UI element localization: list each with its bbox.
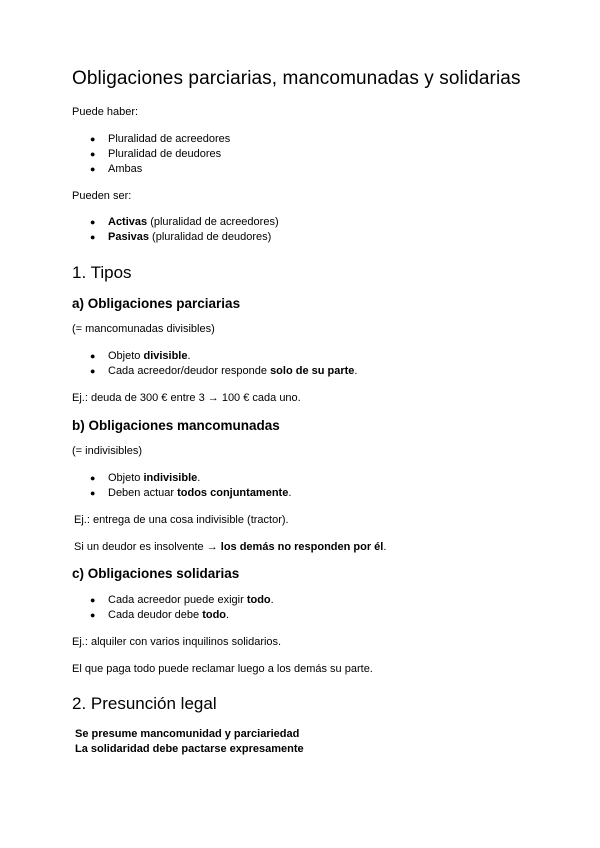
mancomunadas-example: Ej.: entrega de una cosa indivisible (tractor).: [74, 513, 289, 526]
tipos-list: [72, 215, 542, 245]
bullet-icon: ●: [90, 217, 96, 228]
subheading-parciarias: a) Obligaciones parciarias: [72, 295, 241, 311]
section-heading-tipos: 1. Tipos: [72, 263, 132, 283]
document-page: [72, 68, 542, 757]
bullet-icon: ●: [90, 350, 96, 361]
bullet-icon: ●: [90, 487, 96, 498]
pluralidad-list: [72, 132, 542, 177]
presuncion-line-2: La solidaridad debe pactarse expresamente: [75, 742, 304, 755]
bullet-icon: ●: [90, 609, 96, 620]
solidarias-reclaim: El que paga todo puede reclamar luego a los demás su parte.: [72, 662, 373, 675]
bullet-icon: ●: [90, 365, 96, 376]
subheading-mancomunadas: b) Obligaciones mancomunadas: [72, 417, 280, 433]
solidarias-list: [72, 593, 542, 623]
bullet-icon: ●: [90, 232, 96, 243]
bullet-icon: ●: [90, 133, 96, 144]
list-item: ● Pluralidad de acreedores: [90, 132, 231, 145]
bullet-icon: ●: [90, 594, 96, 605]
list-item: ● Deben actuar todos conjuntamente.: [90, 486, 292, 499]
list-item: ● Objeto indivisible.: [90, 471, 201, 484]
section-heading-presuncion: 2. Presunción legal: [72, 694, 217, 714]
list-item: ● Cada acreedor puede exigir todo.: [90, 593, 274, 606]
list-item: ● Cada acreedor/deudor responde solo de su parte.: [90, 364, 358, 377]
list-item: ● Ambas: [90, 162, 143, 175]
solidarias-example: Ej.: alquiler con varios inquilinos solidarios.: [72, 635, 282, 648]
list-item: ● Activas (pluralidad de acreedores): [90, 216, 279, 229]
intro-puede-haber: Puede haber:: [72, 105, 139, 118]
parciarias-example: Ej.: deuda de 300 € entre 3 → 100 € cada uno.: [72, 391, 301, 404]
list-item: ● Cada deudor debe todo.: [90, 608, 230, 621]
list-item: ● Pasivas (pluralidad de deudores): [90, 231, 272, 244]
list-item: ● Objeto divisible.: [90, 349, 191, 362]
parciarias-note: (= mancomunadas divisibles): [72, 323, 215, 336]
parciarias-list: [72, 349, 542, 379]
bullet-icon: ●: [90, 472, 96, 483]
intro-pueden-ser: Pueden ser:: [72, 189, 132, 202]
bullet-icon: ●: [90, 163, 96, 174]
presuncion-line-1: Se presume mancomunidad y parciariedad: [75, 727, 300, 740]
subheading-solidarias: c) Obligaciones solidarias: [72, 566, 240, 582]
list-item: ● Pluralidad de deudores: [90, 147, 222, 160]
mancomunadas-insolvent: Si un deudor es insolvente → los demás no responden por él.: [74, 540, 387, 553]
document-title: Obligaciones parciarias, mancomunadas y solidarias: [72, 68, 521, 89]
mancomunadas-list: [72, 471, 542, 501]
bullet-icon: ●: [90, 148, 96, 159]
mancomunadas-note: (= indivisibles): [72, 444, 142, 457]
